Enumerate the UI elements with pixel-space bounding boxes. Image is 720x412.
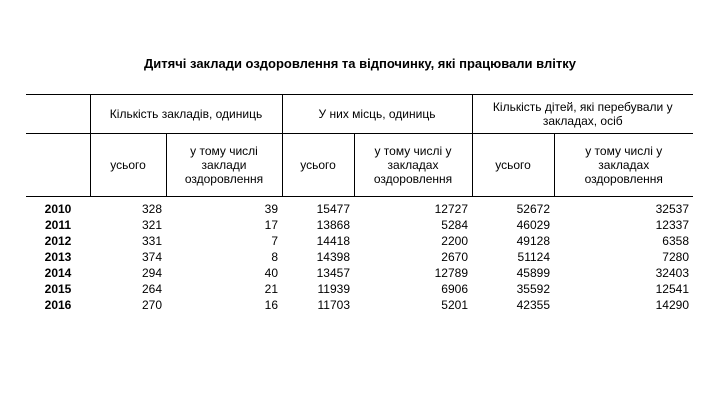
children-health-cell: 7280 — [662, 250, 689, 264]
places-total-cell: 13868 — [316, 218, 350, 232]
children-health-cell: 32537 — [655, 202, 689, 216]
places-total-cell: 11939 — [317, 282, 350, 296]
children-total-cell: 35592 — [516, 282, 550, 296]
table-row — [26, 233, 693, 249]
header-children-health: у тому числі у закладах оздоровлення — [554, 134, 693, 197]
children-total-cell: 52672 — [516, 202, 550, 216]
header-children: Кількість дітей, які перебували у закладах, осіб — [472, 95, 693, 134]
places-health-cell: 5201 — [441, 298, 468, 312]
table-row — [26, 217, 693, 233]
places-total-cell: 14398 — [316, 250, 350, 264]
header-row-groups — [26, 95, 693, 134]
table-row — [26, 281, 693, 297]
children-total-cell: 42355 — [516, 298, 550, 312]
places-health-cell: 2670 — [441, 250, 468, 264]
inst-total-cell: 270 — [141, 298, 162, 312]
inst-health-cell: 21 — [264, 282, 278, 296]
children-total-cell: 46029 — [516, 218, 550, 232]
inst-health-cell: 40 — [264, 266, 278, 280]
children-total-cell: 49128 — [516, 234, 550, 248]
header-children-total: усього — [472, 134, 554, 197]
children-total-cell: 51124 — [517, 250, 550, 264]
table-row — [26, 265, 693, 281]
year-cell: 2014 — [44, 266, 72, 280]
header-places-health: у тому числі у закладах оздоровлення — [354, 134, 472, 197]
children-health-cell: 32403 — [655, 266, 689, 280]
table-row — [26, 197, 693, 218]
year-cell: 2011 — [44, 218, 72, 232]
table-row — [26, 249, 693, 265]
inst-total-cell: 264 — [141, 282, 162, 296]
year-cell: 2016 — [44, 298, 72, 312]
places-health-cell: 12727 — [434, 202, 468, 216]
table-title: Дитячі заклади оздоровлення та відпочинку, які працювали влітку — [144, 56, 576, 71]
header-year-sub — [26, 134, 90, 197]
header-institutions: Кількість закладів, одиниць — [90, 95, 282, 134]
year-cell: 2015 — [44, 282, 72, 296]
children-health-cell: 12337 — [655, 218, 689, 232]
header-year-cell — [26, 95, 90, 134]
inst-health-cell: 8 — [271, 250, 278, 264]
inst-total-cell: 374 — [141, 250, 162, 264]
inst-health-cell: 39 — [264, 202, 278, 216]
places-total-cell: 15477 — [316, 202, 350, 216]
places-total-cell: 11703 — [317, 298, 350, 312]
places-health-cell: 2200 — [441, 234, 468, 248]
places-health-cell: 5284 — [441, 218, 468, 232]
header-row-sub — [26, 134, 693, 197]
header-places: У них місць, одиниць — [282, 95, 472, 134]
inst-total-cell: 321 — [141, 218, 162, 232]
header-places-total: усього — [282, 134, 354, 197]
year-cell: 2012 — [44, 234, 72, 248]
inst-total-cell: 328 — [141, 202, 162, 216]
places-health-cell: 6906 — [441, 282, 468, 296]
year-cell: 2013 — [44, 250, 72, 264]
places-total-cell: 14418 — [316, 234, 350, 248]
children-health-cell: 6358 — [662, 234, 689, 248]
inst-health-cell: 17 — [264, 218, 278, 232]
inst-total-cell: 331 — [141, 234, 162, 248]
header-inst-total: усього — [90, 134, 166, 197]
header-inst-health: у тому числі заклади оздоровлення — [166, 134, 282, 197]
inst-total-cell: 294 — [141, 266, 162, 280]
inst-health-cell: 16 — [264, 298, 278, 312]
children-total-cell: 45899 — [516, 266, 550, 280]
inst-health-cell: 7 — [271, 234, 278, 248]
places-total-cell: 13457 — [316, 266, 350, 280]
places-health-cell: 12789 — [434, 266, 468, 280]
year-cell: 2010 — [44, 202, 72, 216]
children-health-cell: 12541 — [655, 282, 689, 296]
statistics-table — [26, 94, 693, 313]
table-row — [26, 297, 693, 313]
children-health-cell: 14290 — [655, 298, 689, 312]
